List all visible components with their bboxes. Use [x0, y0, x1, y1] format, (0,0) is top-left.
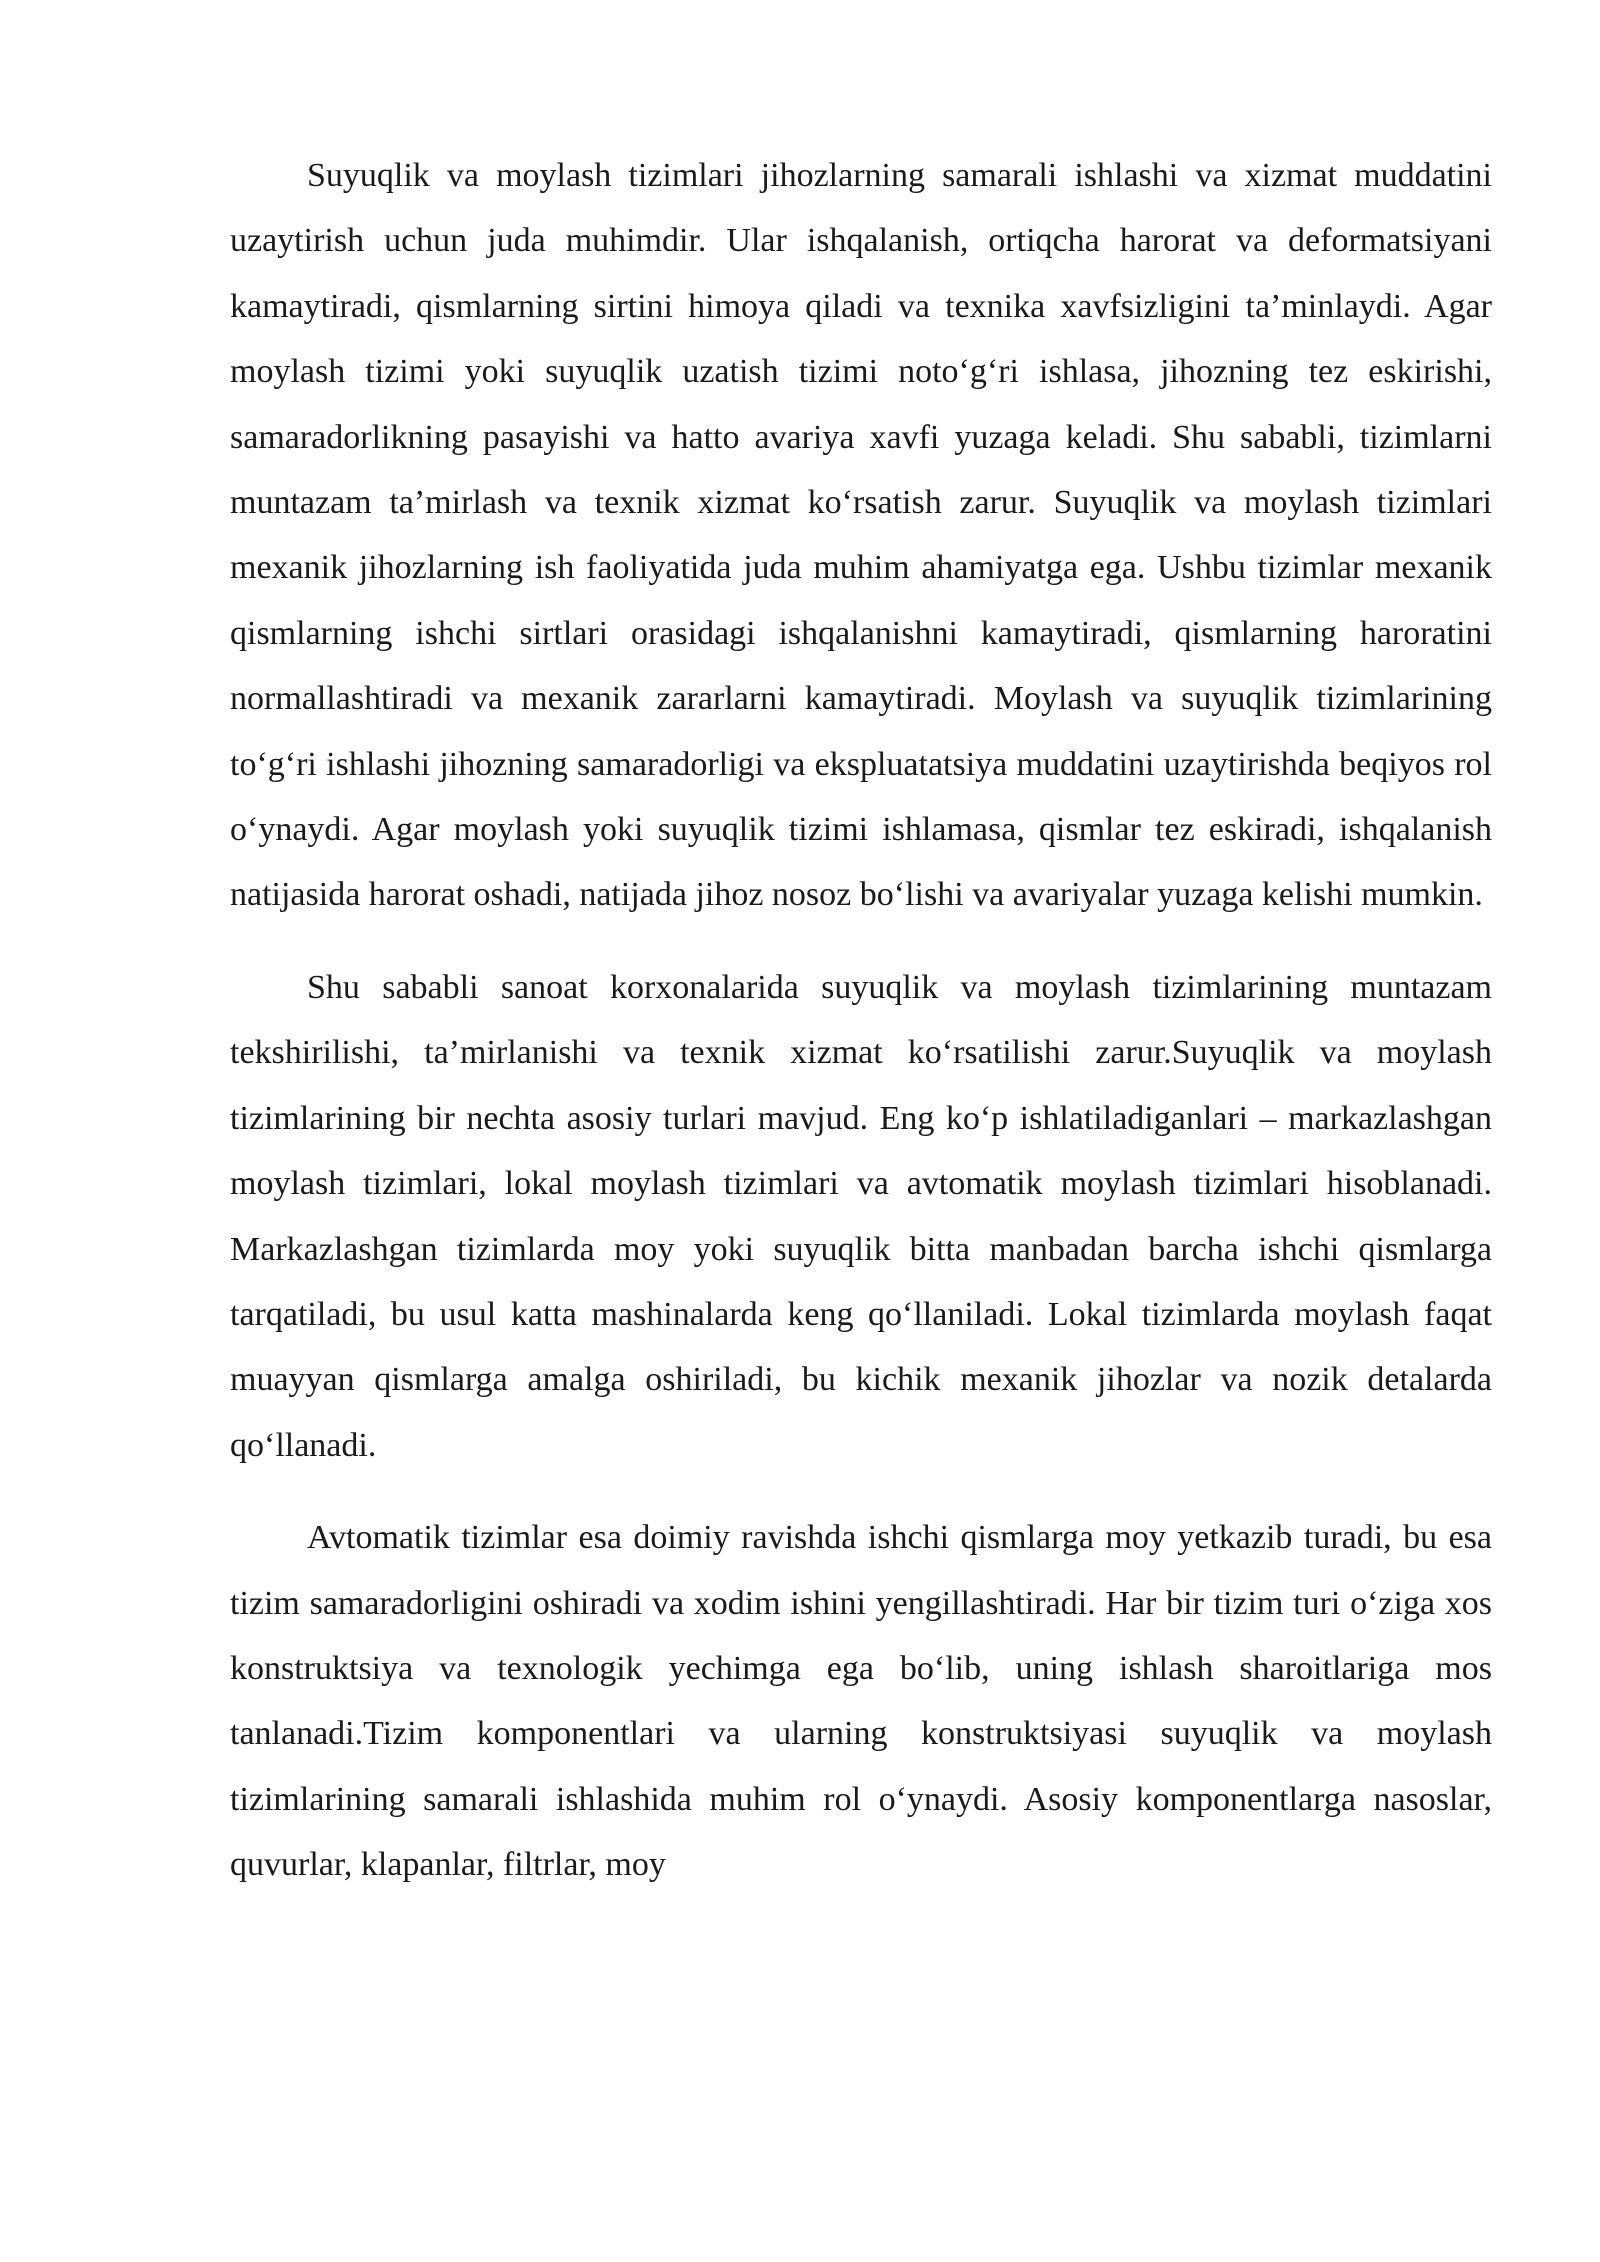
document-body — [230, 143, 1492, 1898]
paragraph-2: Shu sababli sanoat korxonalarida suyuqlik va moylash tizimlarining muntazam tekshirilishi, ta’mirlanishi va texnik xizmat ko‘rsatilishi zarur.Suyuqlik va moylash tizimlarining bir nechta asosiy turlari mavjud. Eng ko‘p ishlatiladiganlari – markazlashgan moylash tizimlari, lokal moylash tizimlari va avtomatik moylash tizimlari hisoblanadi. Markazlashgan tizimlarda moy yoki suyuqlik bitta manbadan barcha ishchi qismlarga tarqatiladi, bu usul katta mashinalarda keng qo‘llaniladi. Lokal tizimlarda moylash faqat muayyan qismlarga amalga oshiriladi, bu kichik mexanik jihozlar va nozik detalarda qo‘llanadi. — [230, 968, 1492, 1464]
paragraph-3: Avtomatik tizimlar esa doimiy ravishda ishchi qismlarga moy yetkazib turadi, bu esa tizim samaradorligini oshiradi va xodim ishini yengillashtiradi. Har bir tizim turi o‘ziga xos konstruktsiya va texnologik yechimga ega bo‘lib, uning ishlash sharoitlariga mos tanlanadi.Tizim komponentlari va ularning konstruktsiyasi suyuqlik va moylash tizimlarining samarali ishlashida muhim rol o‘ynaydi. Asosiy komponentlarga nasoslar, quvurlar, klapanlar, filtrlar, moy — [230, 1519, 1492, 1884]
paragraph-1: Suyuqlik va moylash tizimlari jihozlarning samarali ishlashi va xizmat muddatini uzaytirish uchun juda muhimdir. Ular ishqalanish, ortiqcha harorat va deformatsiyani kamaytiradi, qismlarning sirtini himoya qiladi va texnika xavfsizligini ta’minlaydi. Agar moylash tizimi yoki suyuqlik uzatish tizimi noto‘g‘ri ishlasa, jihozning tez eskirishi, samaradorlikning pasayishi va hatto avariya xavfi yuzaga keladi. Shu sababli, tizimlarni muntazam ta’mirlash va texnik xizmat ko‘rsatish zarur. Suyuqlik va moylash tizimlari mexanik jihozlarning ish faoliyatida juda muhim ahamiyatga ega. Ushbu tizimlar mexanik qismlarning ishchi sirtlari orasidagi ishqalanishni kamaytiradi, qismlarning haroratini normallashtiradi va mexanik zararlarni kamaytiradi. Moylash va suyuqlik tizimlarining to‘g‘ri ishlashi jihozning samaradorligi va ekspluatatsiya muddatini uzaytirishda beqiyos rol o‘ynaydi. Agar moylash yoki suyuqlik tizimi ishlamasa, qismlar tez eskiradi, ishqalanish natijasida harorat oshadi, natijada jihoz nosoz bo‘lishi va avariyalar yuzaga kelishi mumkin. — [230, 157, 1492, 914]
